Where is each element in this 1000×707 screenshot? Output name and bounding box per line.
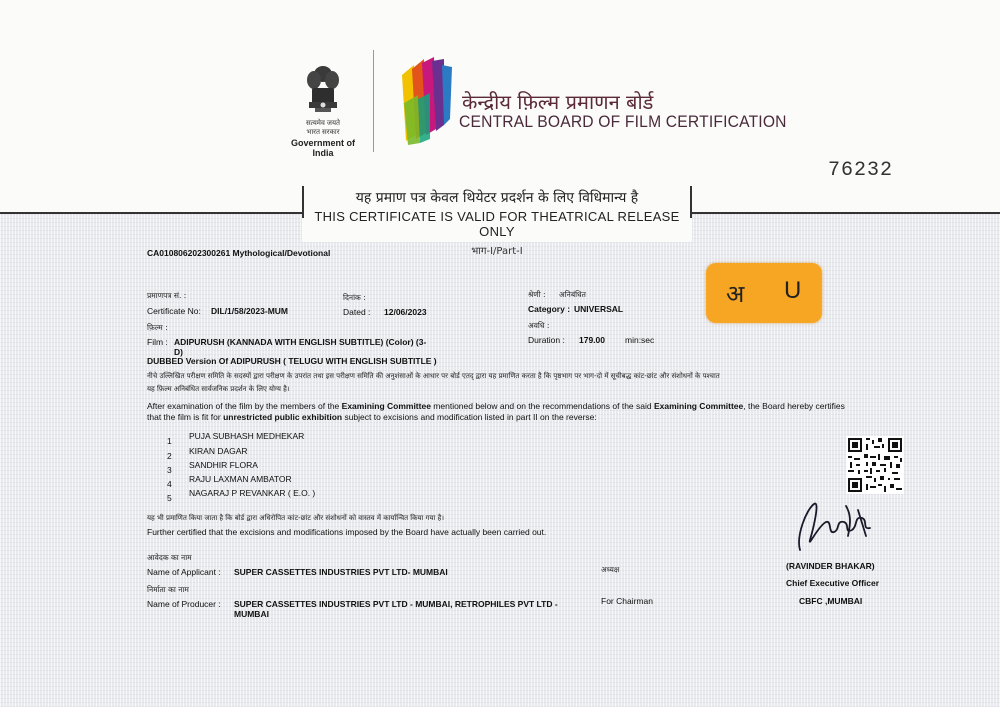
rating-badge [706, 263, 822, 323]
validity-text-hindi: यह प्रमाण पत्र केवल थियेटर प्रदर्शन के लिए विधिमान्य है [355, 190, 639, 206]
statement-hindi-2: यह फ़िल्म अनिबंधित सार्वजनिक प्रदर्शन के लिए योग्य है। [147, 385, 290, 393]
list-item [167, 474, 292, 489]
member-number: 1 [167, 436, 172, 446]
member-name: PUJA SUBHASH MEDHEKAR [189, 431, 305, 441]
lion-capital-icon [303, 62, 343, 118]
film-label-hindi: फ़िल्म : [147, 323, 168, 332]
statement-english-line2 [147, 412, 597, 422]
film-title-line2: D) [174, 347, 183, 357]
banner-rule-right [692, 212, 1000, 214]
statement-bold: unrestricted public exhibition [223, 412, 343, 422]
statement-text: that the film is fit for [147, 412, 224, 422]
banner-rule-left [0, 212, 302, 214]
statement-text: subject to excisions and modification listed in part II on the reverse: [342, 412, 597, 422]
statement-text: mentioned below and on the recommendations of the said [430, 401, 654, 411]
government-emblem [284, 62, 362, 158]
dated-label-hindi: दिनांक : [343, 293, 366, 302]
signatory-office: CBFC ,MUMBAI [799, 596, 863, 606]
cert-no-label-hindi: प्रमाणपत्र सं. : [147, 291, 187, 300]
banner-bracket-left [302, 186, 304, 218]
statement-bold: Examining Committee [341, 401, 431, 411]
statement-hindi: नीचे उल्लिखित परीक्षण समिति के सदस्यों द्वारा परीक्षण के उपरांत तथा इस परीक्षण समिति की अनुशंसाओं के आधार पर बोर्ड एतद् द्वारा यह प्रमाणित करता है कि पृष्ठभाग पर भाग-दो में सूचीबद्ध कांट-छांट और संशोधनों के पश्चात [147, 372, 720, 380]
validity-banner [302, 186, 692, 257]
signatory-name: (RAVINDER BHAKAR) [786, 561, 875, 571]
serial-number: 76232 [828, 159, 894, 182]
member-number: 5 [167, 493, 172, 503]
rating-english-letter: U [784, 277, 802, 304]
film-label: Film : [147, 337, 168, 347]
applicant-label: Name of Applicant : [147, 567, 221, 577]
rating-hindi-letter: अ [726, 280, 745, 308]
emblem-english-text: Government of India [290, 138, 355, 158]
duration-label: Duration : [528, 335, 565, 345]
validity-text-english: THIS CERTIFICATE IS VALID FOR THEATRICAL RELEASE ONLY [314, 209, 680, 239]
list-item [167, 431, 305, 446]
category-value-hindi: अनिबंधित [559, 290, 586, 299]
qr-code-icon [846, 436, 904, 494]
member-name: KIRAN DAGAR [189, 446, 248, 456]
member-number: 2 [167, 451, 172, 461]
emblem-motto: सत्यमेव जयते [305, 120, 341, 127]
cert-no-label: Certificate No: [147, 306, 201, 316]
cert-no-value: DIL/1/58/2023-MUM [211, 306, 288, 316]
statement-english-line1 [147, 401, 845, 411]
applicant-value: SUPER CASSETTES INDUSTRIES PVT LTD- MUMBAI [234, 567, 448, 577]
emblem-hindi-text: भारत सरकार [306, 129, 340, 136]
further-certified-hindi: यह भी प्रमाणित किया जाता है कि बोर्ड द्वारा अधिरोपित कांट-छांट और संशोधनों को वास्तव में कार्यान्वित किया गया है। [147, 514, 445, 522]
dated-value: 12/06/2023 [384, 307, 427, 317]
producer-value-line2: MUMBAI [234, 609, 269, 619]
org-name-hindi: केन्द्रीय फ़िल्म प्रमाणन बोर्ड [462, 90, 654, 114]
member-name: NAGARAJ P REVANKAR ( E.O. ) [189, 488, 316, 498]
org-name-english: CENTRAL BOARD OF FILM CERTIFICATION [459, 112, 787, 131]
statement-text: , the Board hereby certifies [743, 401, 845, 411]
duration-unit: min:sec [625, 335, 655, 345]
category-label: Category : [528, 304, 571, 314]
producer-label-hindi: निर्माता का नाम [147, 585, 189, 594]
member-number: 4 [167, 479, 172, 489]
further-certified-english: Further certified that the excisions and modifications imposed by the Board have actually been carried out. [147, 527, 547, 537]
signature-image [792, 496, 882, 560]
member-name: RAJU LAXMAN AMBATOR [189, 474, 292, 484]
chairman-label-hindi: अध्यक्ष [601, 565, 620, 574]
signatory-title: Chief Executive Officer [786, 578, 880, 588]
category-value: UNIVERSAL [574, 304, 624, 314]
list-item [167, 446, 248, 461]
statement-bold: Examining Committee [653, 401, 744, 411]
part-label: भाग-I/Part-I [471, 246, 523, 257]
chairman-label: For Chairman [601, 596, 653, 606]
reference-line: CA010806202300261 Mythological/Devotional [147, 248, 331, 258]
banner-bracket-right [690, 186, 692, 218]
statement-text: After examination of the film by the members of the [147, 401, 342, 411]
dated-label: Dated : [343, 307, 371, 317]
film-title-line1: ADIPURUSH (KANNADA WITH ENGLISH SUBTITLE) (Color) (3- [174, 337, 427, 347]
committee-list [167, 431, 316, 503]
cbfc-logo-icon [398, 55, 454, 147]
member-number: 3 [167, 465, 172, 475]
producer-label: Name of Producer : [147, 599, 221, 609]
applicant-label-hindi: आवेदक का नाम [147, 553, 192, 562]
producer-value-line1: SUPER CASSETTES INDUSTRIES PVT LTD - MUMBAI, RETROPHILES PVT LTD - [234, 599, 558, 609]
member-name: SANDHIR FLORA [189, 460, 258, 470]
category-label-hindi: श्रेणी : [528, 290, 546, 299]
header-divider [373, 50, 374, 152]
list-item [167, 460, 258, 475]
list-item [167, 488, 316, 503]
duration-value: 179.00 [579, 335, 605, 345]
duration-label-hindi: अवधि : [528, 321, 550, 330]
film-title-line3: DUBBED Version Of ADIPURUSH ( TELUGU WITH ENGLISH SUBTITLE ) [147, 356, 437, 366]
